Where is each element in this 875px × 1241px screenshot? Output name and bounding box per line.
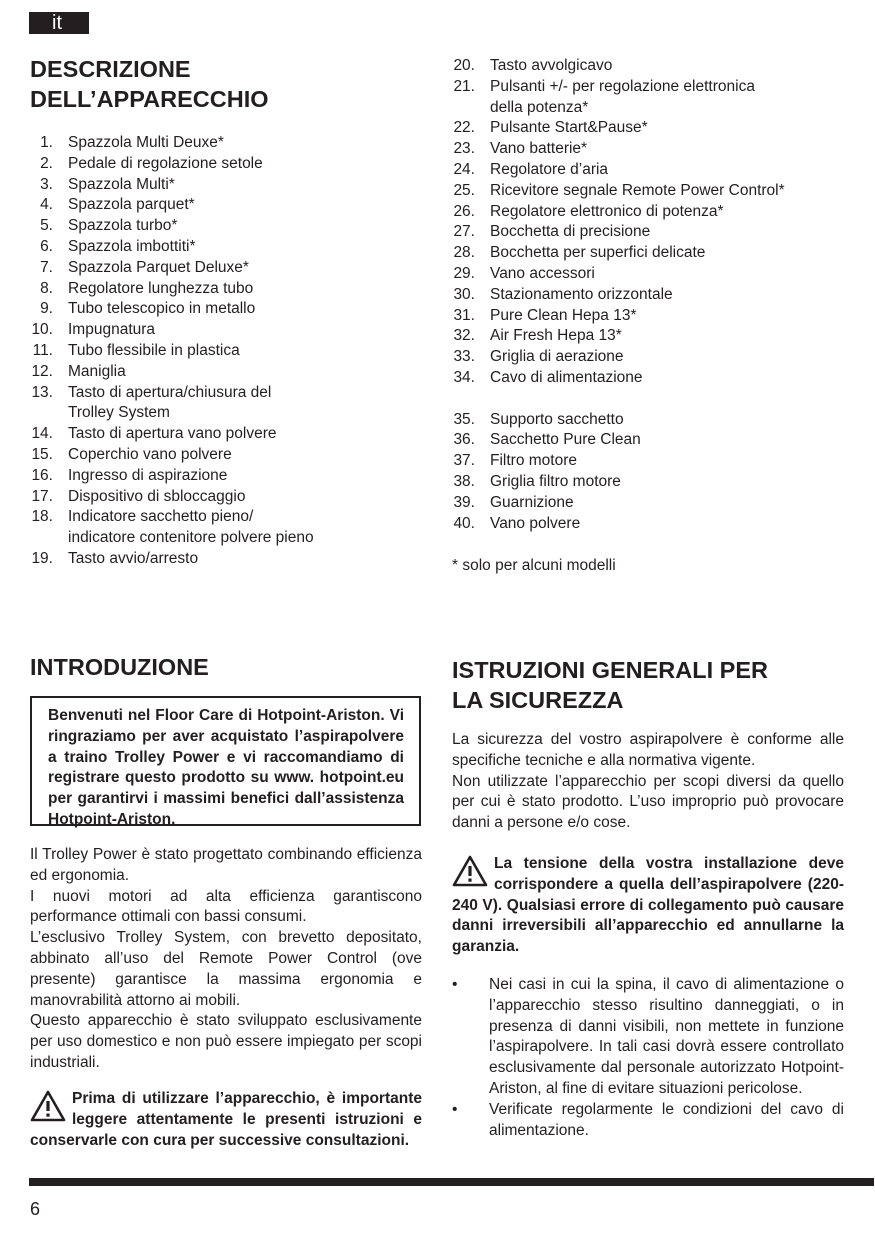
- list-item: 6. Spazzola imbottiti*: [40, 237, 196, 255]
- language-tab: it: [29, 12, 89, 34]
- list-item: 8. Regolatore lunghezza tubo: [40, 279, 254, 297]
- list-item: 18. Indicatore sacchetto pieno/ indicatore contenitore polvere pieno: [31, 508, 314, 547]
- list-item: 21. Pulsanti +/- per regolazione elettronica della potenza*: [453, 77, 755, 116]
- list-item: 12. Maniglia: [31, 362, 126, 380]
- list-item: 36. Sacchetto Pure Clean: [453, 431, 641, 449]
- list-item: 10. Impugnatura: [31, 321, 156, 339]
- intro-paragraph: I nuovi motori ad alta efficienza garantiscono performance ottimali con bassi consumi.: [30, 887, 422, 926]
- footnote: * solo per alcuni modelli: [452, 557, 616, 574]
- list-item: • Nei casi in cui la spina, il cavo di alimentazione o l’apparecchio stesso risultino danneggiati, o in presenza di danni visibili, non mettete in funzione l’aspirapolvere. In tali casi dovrà essere controllato esclusivamente dal personale autorizzato Hotpoint-Ariston, al fine di evitare situazioni pericolose.: [452, 976, 844, 1097]
- parts-list-left: [30, 133, 430, 570]
- introduction-text: [30, 845, 422, 1074]
- list-item: 1. Spazzola Multi Deuxe*: [40, 134, 224, 151]
- warning-icon: [452, 855, 488, 887]
- list-item: 27. Bocchetta di precisione: [453, 223, 651, 241]
- description-heading-line1: DESCRIZIONE: [30, 56, 191, 82]
- list-item: 37. Filtro motore: [453, 452, 577, 470]
- safety-warning-text: La tensione della vostra installazione deve corrispondere a quella dell’aspirapolvere (220-240 V). Qualsiasi errore di collegamento può causare danni irreversibili all’apparecchio ed annullarne la garanzia.: [452, 855, 844, 956]
- warning-icon: [30, 1090, 66, 1122]
- list-item: 22. Pulsante Start&Pause*: [453, 119, 648, 137]
- list-item: 16. Ingresso di aspirazione: [31, 466, 228, 484]
- list-item: 20. Tasto avvolgicavo: [453, 57, 613, 74]
- safety-text: [452, 730, 844, 834]
- intro-warning-text: Prima di utilizzare l’apparecchio, è importante leggere attentamente le presenti istruzioni e conservarle con cura per successive consultazioni.: [30, 1090, 422, 1149]
- list-item: 39. Guarnizione: [453, 493, 574, 511]
- list-item: 11. Tubo flessibile in plastica: [32, 341, 240, 359]
- list-item: • Verificate regolarmente le condizioni del cavo di alimentazione.: [452, 1100, 844, 1139]
- list-gap: [452, 389, 852, 410]
- description-heading-line2: DELL’APPARECCHIO: [30, 86, 269, 112]
- intro-warning: [30, 1089, 422, 1151]
- list-item: 28. Bocchetta per superfici delicate: [453, 244, 706, 262]
- safety-bullets: [452, 975, 844, 1141]
- intro-paragraph: Questo apparecchio è stato sviluppato esclusivamente per uso domestico e non può essere impiegato per scopi industriali.: [30, 1012, 422, 1071]
- list-item: 15. Coperchio vano polvere: [31, 445, 232, 463]
- page-number: 6: [30, 1199, 41, 1219]
- list-item: 31. Pure Clean Hepa 13*: [453, 306, 637, 324]
- list-item: 33. Griglia di aerazione: [453, 348, 624, 366]
- list-item: 3. Spazzola Multi*: [40, 175, 175, 193]
- list-item: 5. Spazzola turbo*: [40, 217, 178, 235]
- intro-paragraph: L’esclusivo Trolley System, con brevetto depositato, abbinato all’uso del Remote Power Control (ove presente) garantisce la massima ergonomia e manovrabilità attorno ai mobili.: [30, 929, 422, 1009]
- list-item: 23. Vano batterie*: [453, 140, 588, 158]
- safety-paragraph: Non utilizzate l’apparecchio per scopi diversi da quello per cui è stato prodotto. L’uso improprio può provocare danni a persone e/o cose.: [452, 772, 844, 832]
- introduction-heading: INTRODUZIONE: [30, 654, 209, 680]
- list-item: 2. Pedale di regolazione setole: [40, 154, 263, 172]
- list-item: 35. Supporto sacchetto: [453, 410, 624, 428]
- list-item: 38. Griglia filtro motore: [453, 472, 621, 490]
- safety-heading: [452, 655, 768, 715]
- welcome-box: Benvenuti nel Floor Care di Hotpoint-Ariston. Vi ringraziamo per aver acquistato l’aspirapolvere a traino Trolley Power e vi raccomandiamo di registrare questo prodotto su www. hotpoint.eu per garantirvi i massimi benefici dall’assistenza Hotpoint-Ariston.: [30, 696, 421, 826]
- safety-heading-line1: ISTRUZIONI GENERALI PER: [452, 657, 768, 683]
- list-item: 32. Air Fresh Hepa 13*: [453, 327, 622, 345]
- list-item: 40. Vano polvere: [453, 514, 581, 532]
- bullet-icon: •: [452, 1100, 458, 1118]
- list-item: 13. Tasto di apertura/chiusura del Trolley System: [31, 383, 272, 422]
- list-item: 26. Regolatore elettronico di potenza*: [453, 202, 724, 220]
- safety-paragraph: La sicurezza del vostro aspirapolvere è conforme alle specifiche tecniche e alla normativa vigente.: [452, 731, 844, 769]
- safety-warning: [452, 854, 844, 958]
- bullet-icon: •: [452, 976, 458, 993]
- safety-heading-line2: LA SICUREZZA: [452, 687, 624, 713]
- list-item: 19. Tasto avvio/arresto: [31, 549, 199, 567]
- parts-list-right: [452, 56, 852, 534]
- list-item: 14. Tasto di apertura vano polvere: [31, 425, 277, 443]
- list-item: 30. Stazionamento orizzontale: [453, 285, 673, 303]
- list-item: 24. Regolatore d’aria: [453, 160, 609, 178]
- description-heading: [30, 54, 269, 114]
- list-item: 25. Ricevitore segnale Remote Power Control*: [453, 181, 785, 199]
- list-item: 29. Vano accessori: [453, 264, 595, 282]
- list-item: 34. Cavo di alimentazione: [453, 368, 643, 386]
- list-item: 4. Spazzola parquet*: [40, 196, 195, 214]
- list-item: 17. Dispositivo di sbloccaggio: [31, 487, 246, 505]
- footer-rule: [29, 1178, 874, 1186]
- list-item: 9. Tubo telescopico in metallo: [40, 300, 256, 318]
- intro-paragraph: Il Trolley Power è stato progettato combinando efficienza ed ergonomia.: [30, 846, 422, 884]
- list-item: 7. Spazzola Parquet Deluxe*: [40, 258, 249, 276]
